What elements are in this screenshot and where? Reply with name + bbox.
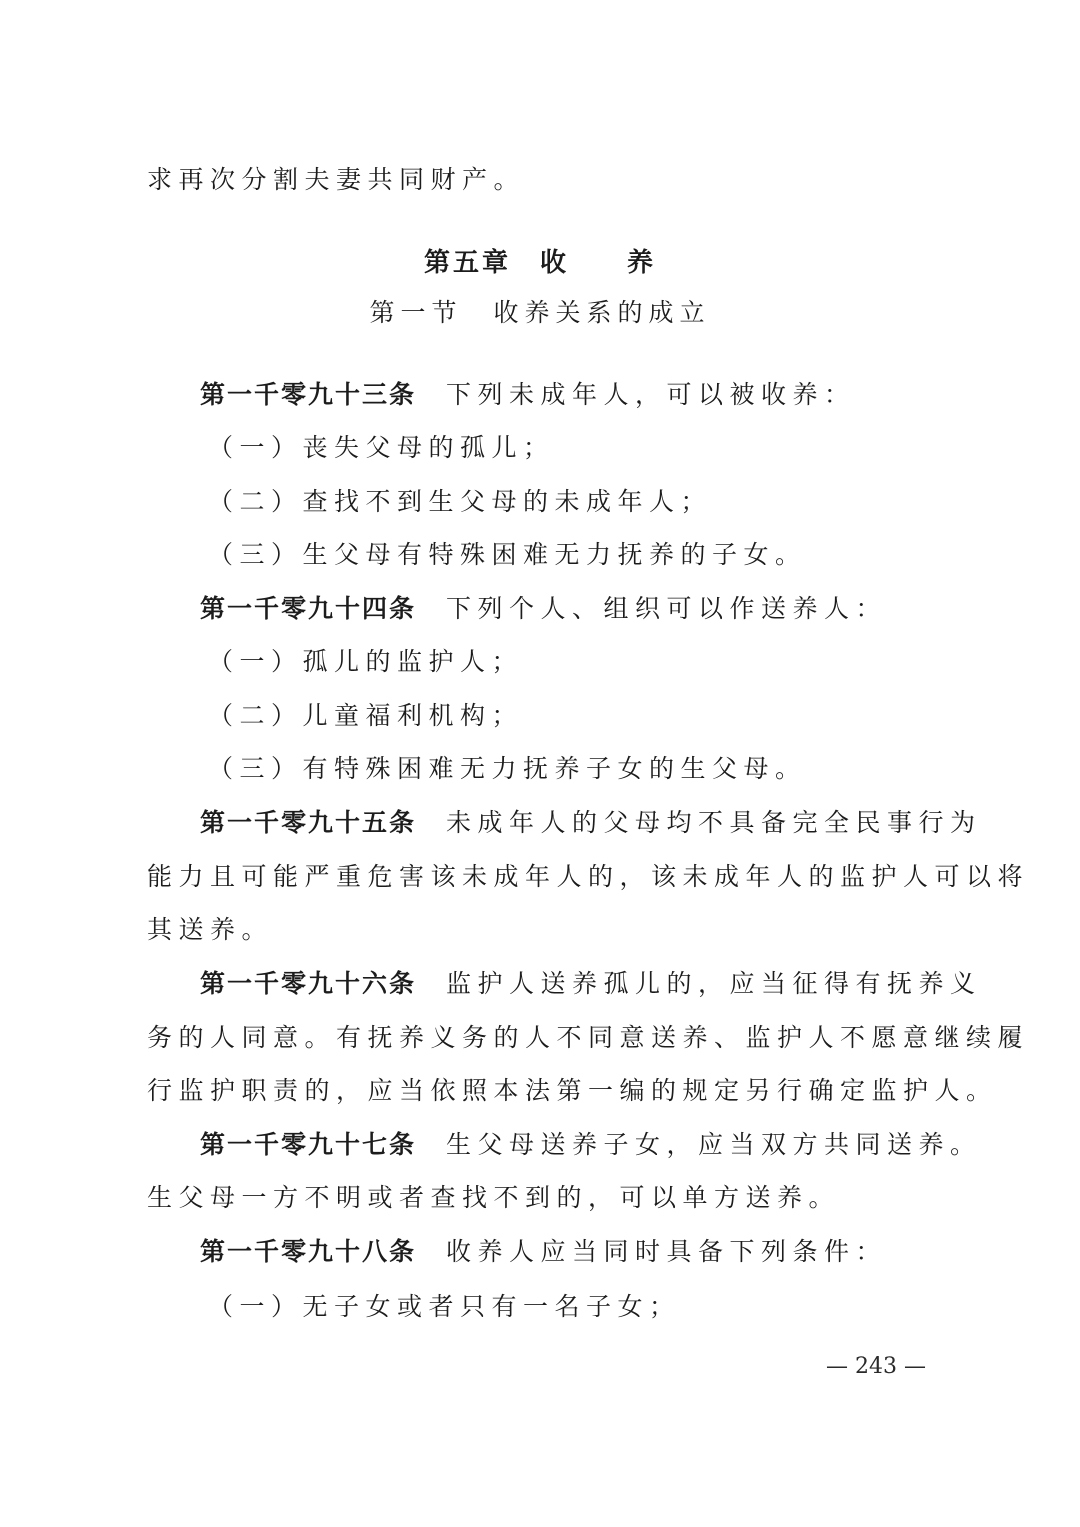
article-number: 第一千零九十八条 [200,1237,417,1266]
article-1097-first-line [200,1128,1000,1162]
article-1098-first-line [200,1235,1000,1269]
list-item: （二）儿童福利机构； [208,701,524,730]
list-item: （三）生父母有特殊困难无力抚养的子女。 [208,540,807,569]
list-item: （一）孤儿的监护人； [208,647,524,676]
article-text: 能力且可能严重危害该未成年人的，该未成年人的监护人可以将 [147,862,1030,891]
article-number: 第一千零九十四条 [200,594,417,623]
list-item: （一）无子女或者只有一名子女； [208,1292,681,1321]
article-number: 第一千零九十五条 [200,808,417,837]
article-text: 行监护职责的，应当依照本法第一编的规定另行确定监护人。 [147,1076,998,1105]
article-text: 下列个人、组织可以作送养人： [446,594,888,623]
article-1096-first-line [200,967,1000,1001]
article-text: 下列未成年人，可以被收养： [446,380,856,409]
article-text: 未成年人的父母均不具备完全民事行为 [446,808,982,837]
chapter-title: 第五章 收 养 [423,248,656,278]
article-1093-first-line [200,378,1000,412]
article-number: 第一千零九十六条 [200,969,417,998]
article-1095-first-line [200,806,1000,840]
page-number: — 243 — [826,1354,926,1379]
article-text: 监护人送养孤儿的，应当征得有抚养义 [446,969,982,998]
article-text: 收养人应当同时具备下列条件： [446,1237,888,1266]
list-item: （二）查找不到生父母的未成年人； [208,487,713,516]
article-text: 生父母一方不明或者查找不到的，可以单方送养。 [147,1183,841,1212]
list-item: （一）丧失父母的孤儿； [208,433,555,462]
article-text: 务的人同意。有抚养义务的人不同意送养、监护人不愿意继续履 [147,1023,1030,1052]
article-1094-first-line [200,592,1000,626]
article-text: 生父母送养子女，应当双方共同送养。 [446,1130,982,1159]
list-item: （三）有特殊困难无力抚养子女的生父母。 [208,754,807,783]
continuation-text: 求再次分割夫妻共同财产。 [147,165,526,194]
section-title: 第一节 收养关系的成立 [369,298,711,327]
article-number: 第一千零九十七条 [200,1130,417,1159]
article-number: 第一千零九十三条 [200,380,417,409]
article-text: 其送养。 [147,915,274,944]
